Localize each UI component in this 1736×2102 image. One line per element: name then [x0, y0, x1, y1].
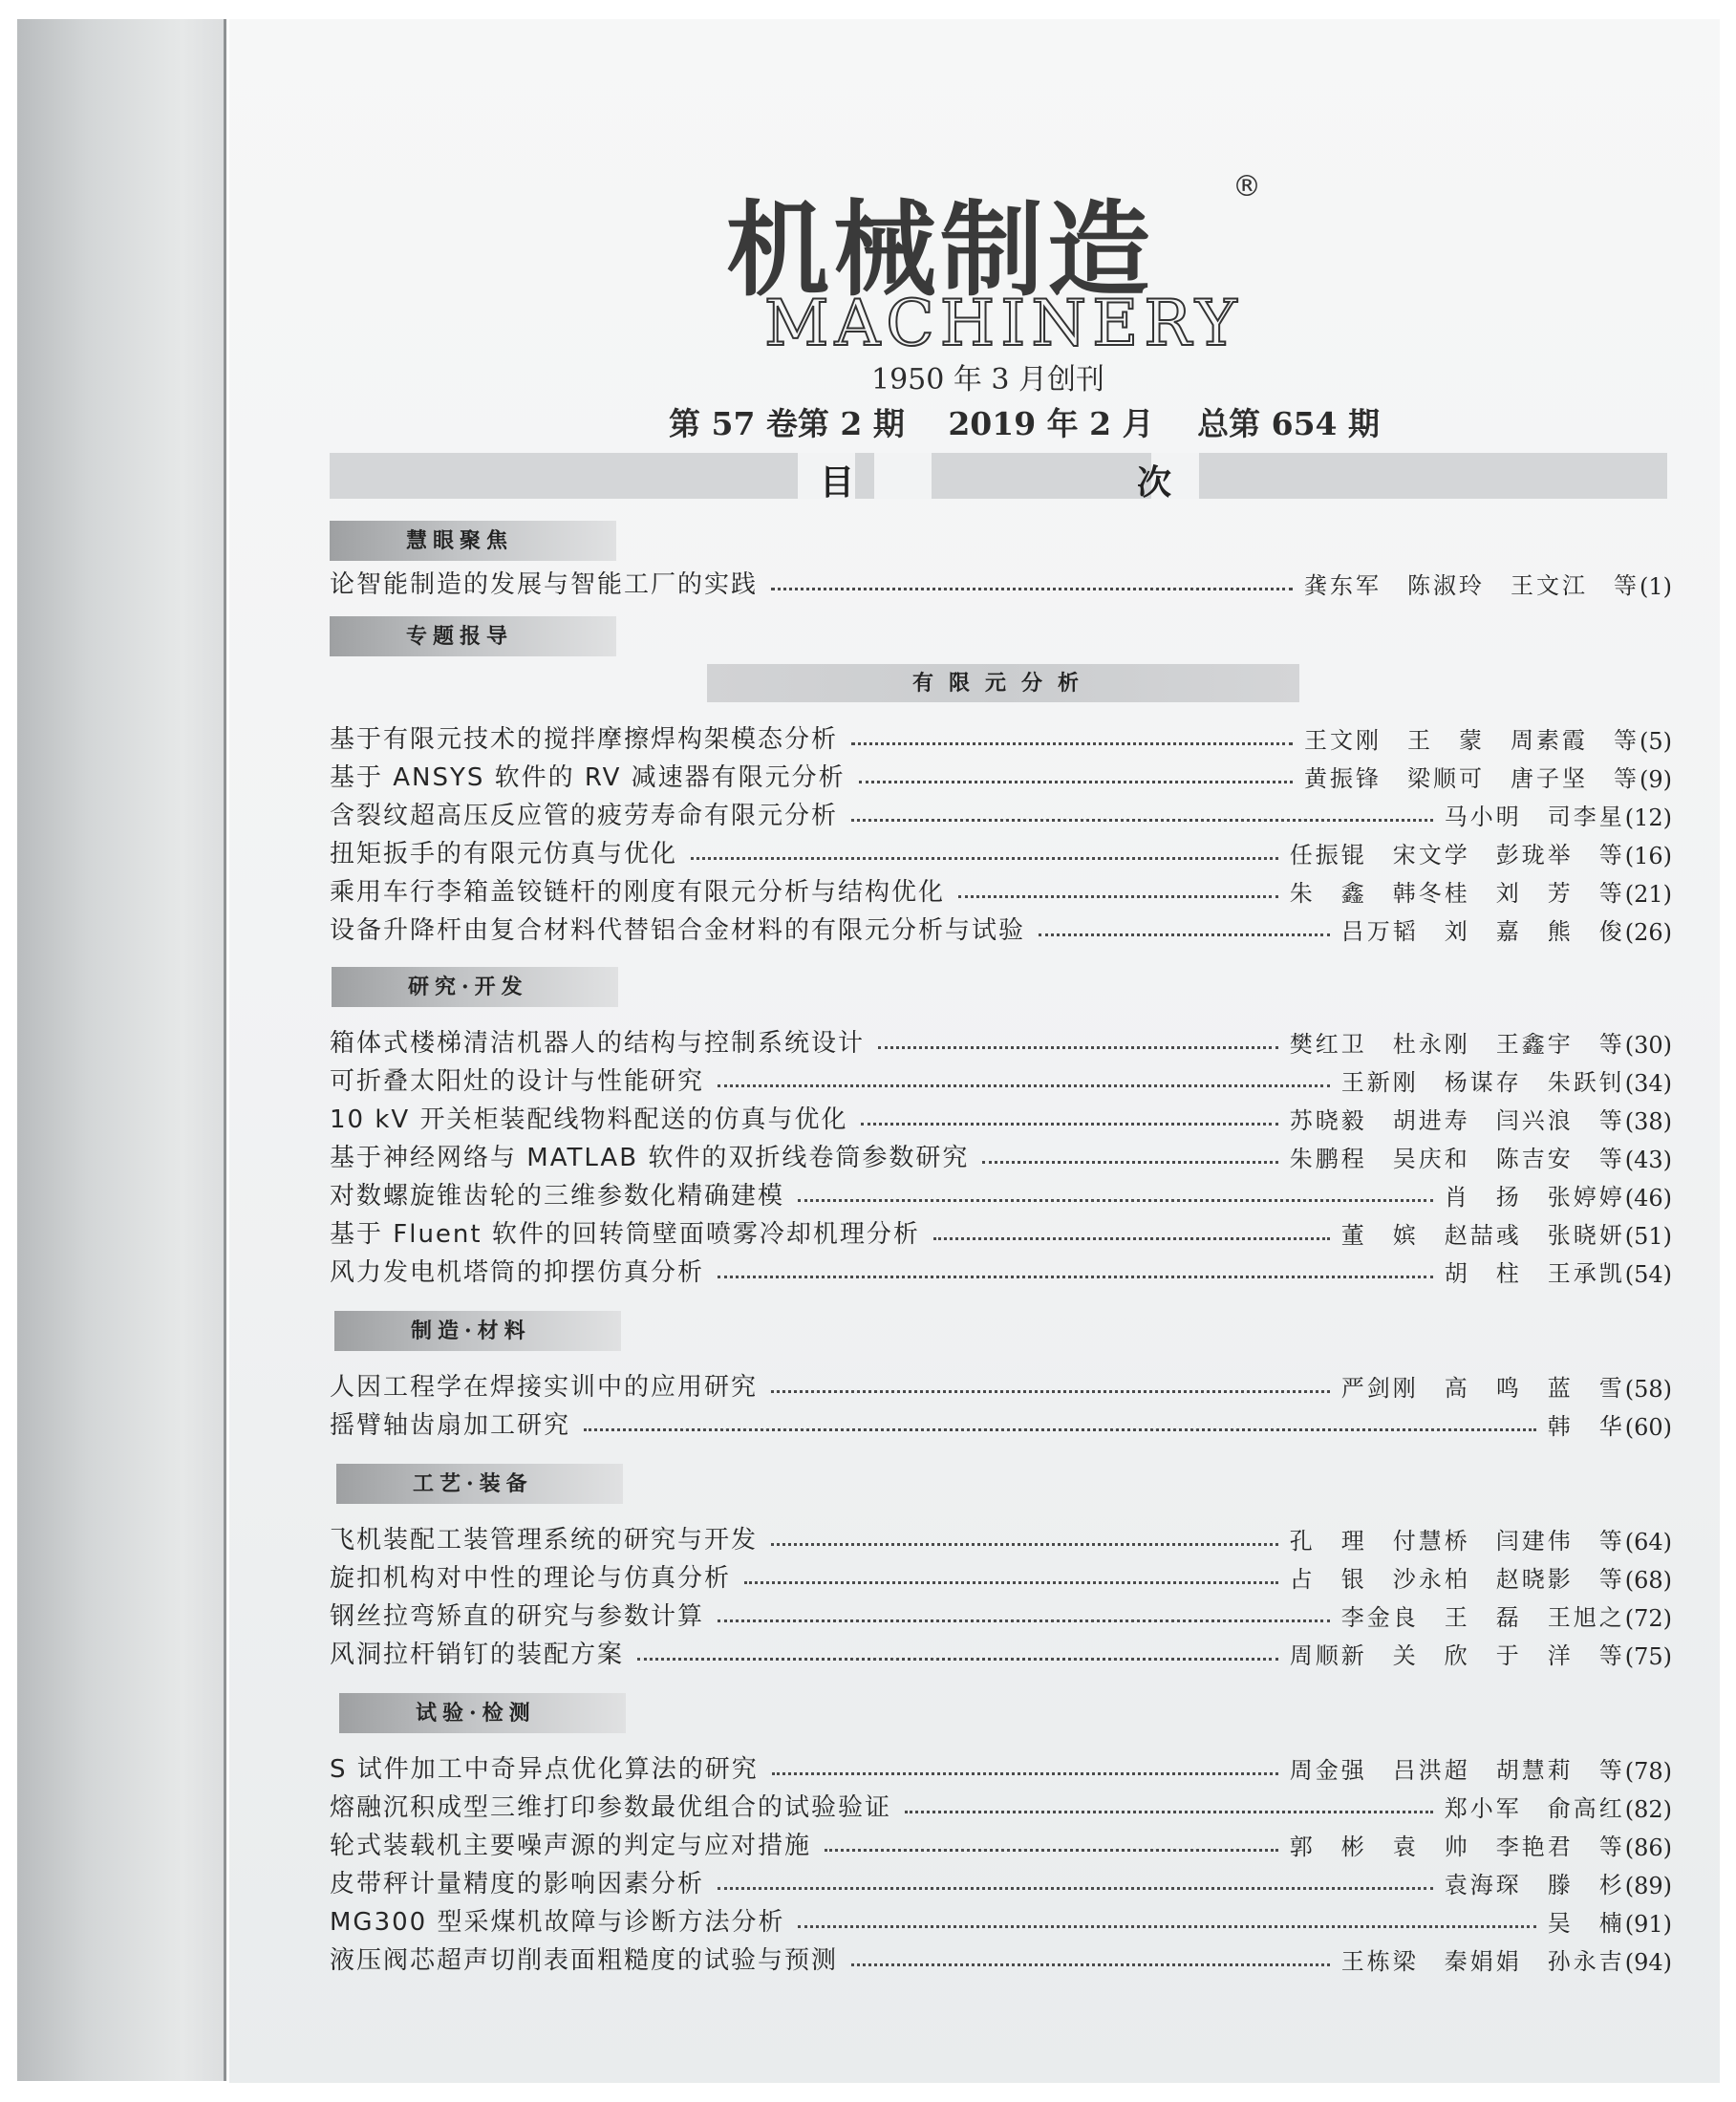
article-authors: 李金良 王 磊 王旭之 [1340, 1604, 1625, 1631]
toc-entry[interactable] [330, 1135, 1672, 1173]
article-authors: 王文刚 王 蒙 周素霞 等 [1304, 727, 1640, 754]
article-authors: 周金强 吕洪超 胡慧莉 等 [1289, 1757, 1625, 1784]
article-authors: 郑小军 俞高红 [1444, 1795, 1625, 1822]
article-authors: 孔 理 付慧桥 闫建伟 等 [1289, 1528, 1625, 1555]
article-title: 液压阀芯超声切削表面粗糙度的试验与预测 [330, 1946, 839, 1975]
founded-date: 1950 年 3 月创刊 [871, 363, 1105, 397]
article-title: 论智能制造的发展与智能工厂的实践 [330, 570, 759, 599]
toc-entry[interactable] [330, 1020, 1672, 1059]
leader-dots [718, 1084, 1330, 1087]
subtopic-label: 有限元分析 [707, 664, 1299, 702]
article-title: 飞机装配工装管理系统的研究与开发 [330, 1526, 759, 1555]
leader-dots [718, 1887, 1433, 1890]
article-authors: 任振锟 宋文学 彭珑举 等 [1289, 842, 1625, 869]
leader-dots [771, 1390, 1330, 1393]
leader-dots [851, 819, 1433, 822]
page-number: (38) [1624, 1108, 1672, 1135]
article-title: 风力发电机塔筒的抑摆仿真分析 [330, 1258, 705, 1287]
page-number: (12) [1624, 804, 1672, 831]
article-authors: 肖 扬 张婷婷 [1444, 1184, 1625, 1211]
page-number: (75) [1624, 1643, 1672, 1670]
toc-entry[interactable] [330, 1938, 1672, 1976]
journal-title-en: MACHINERY [764, 287, 1243, 360]
article-title: 风洞拉杆销钉的装配方案 [330, 1641, 625, 1669]
toc-entry[interactable] [330, 1517, 1672, 1555]
leader-dots [718, 1619, 1330, 1622]
article-authors: 袁海琛 滕 杉 [1444, 1872, 1625, 1898]
leader-dots [772, 1772, 1278, 1775]
journal-title-cn: 机械制造 [726, 191, 1155, 311]
page-number: (34) [1624, 1070, 1672, 1097]
leader-dots [982, 1161, 1277, 1164]
article-authors: 王栋梁 秦娟娟 孙永吉 [1340, 1948, 1625, 1975]
article-title: S 试件加工中奇异点优化算法的研究 [330, 1755, 759, 1784]
page-number: (89) [1624, 1873, 1672, 1899]
section-label: 研究·开发 [332, 967, 618, 1007]
leader-dots [905, 1811, 1433, 1813]
toc-entry[interactable] [330, 1364, 1672, 1403]
total-issue: 总第 654 期 [1197, 405, 1380, 442]
article-authors: 苏晓毅 胡进寿 闫兴浪 等 [1289, 1107, 1625, 1134]
article-title: 基于神经网络与 MATLAB 软件的双折线卷筒参数研究 [330, 1144, 970, 1172]
article-title: 箱体式楼梯清洁机器人的结构与控制系统设计 [330, 1029, 866, 1058]
page-number: (72) [1624, 1605, 1672, 1632]
toc-entry[interactable] [330, 869, 1672, 908]
toc-entry[interactable] [330, 1594, 1672, 1632]
article-authors: 龚东军 陈淑玲 王文江 等 [1304, 572, 1640, 599]
article-authors: 樊红卫 杜永刚 王鑫宇 等 [1289, 1031, 1625, 1058]
article-title: 基于 ANSYS 软件的 RV 减速器有限元分析 [330, 763, 846, 792]
page-number: (68) [1624, 1567, 1672, 1594]
article-authors: 朱鹏程 吴庆和 陈吉安 等 [1289, 1146, 1625, 1172]
section-label: 专题报导 [330, 616, 616, 656]
article-title: 含裂纹超高压反应管的疲劳寿命有限元分析 [330, 802, 839, 830]
contents-header-bar [330, 453, 1667, 499]
toc-entry[interactable] [330, 1747, 1672, 1785]
leader-dots [851, 742, 1293, 745]
toc-entry[interactable] [330, 793, 1672, 831]
toc-entry[interactable] [330, 1899, 1672, 1938]
leader-dots [798, 1199, 1433, 1202]
page-number: (78) [1624, 1758, 1672, 1785]
contents-heading-ci: 次 [1137, 463, 1172, 503]
article-title: 钢丝拉弯矫直的研究与参数计算 [330, 1602, 705, 1631]
leader-dots [637, 1658, 1278, 1661]
article-authors: 严剑刚 高 鸣 蓝 雪 [1340, 1375, 1625, 1402]
toc-entry[interactable] [330, 1555, 1672, 1594]
page-number: (60) [1624, 1414, 1672, 1441]
leader-dots [1039, 933, 1330, 936]
leader-dots [798, 1925, 1535, 1928]
page-number: (26) [1624, 919, 1672, 946]
article-title: 10 kV 开关柜装配线物料配送的仿真与优化 [330, 1105, 848, 1134]
toc-entry[interactable] [330, 1097, 1672, 1135]
article-title: 人因工程学在焊接实训中的应用研究 [330, 1373, 759, 1402]
page-number: (94) [1624, 1949, 1672, 1976]
toc-entry[interactable] [330, 1823, 1672, 1861]
article-authors: 占 银 沙永柏 赵晓影 等 [1289, 1566, 1625, 1593]
article-title: 基于 Fluent 软件的回转筒壁面喷雾冷却机理分析 [330, 1220, 920, 1249]
article-title: 摇臂轴齿扇加工研究 [330, 1411, 571, 1440]
leader-dots [771, 1543, 1278, 1546]
article-authors: 朱 鑫 韩冬桂 刘 芳 等 [1289, 880, 1625, 907]
page-number: (30) [1624, 1032, 1672, 1059]
page-number: (82) [1624, 1796, 1672, 1823]
article-title: 基于有限元技术的搅拌摩擦焊构架模态分析 [330, 725, 839, 754]
page-number: (5) [1640, 728, 1672, 755]
article-authors: 马小明 司李星 [1444, 804, 1625, 830]
page-number: (9) [1640, 766, 1672, 793]
article-title: 旋扣机构对中性的理论与仿真分析 [330, 1564, 732, 1593]
page-number: (51) [1624, 1223, 1672, 1250]
article-authors: 郭 彬 袁 帅 李艳君 等 [1289, 1834, 1625, 1860]
toc-entry[interactable] [330, 1173, 1672, 1212]
contents-heading-mu: 目 [820, 463, 855, 503]
leader-dots [584, 1428, 1536, 1431]
page-number: (46) [1624, 1185, 1672, 1212]
leader-dots [851, 1963, 1330, 1966]
toc-entry[interactable] [330, 1059, 1672, 1097]
article-authors: 韩 华 [1547, 1413, 1625, 1440]
registered-mark: ® [1232, 170, 1261, 204]
section-label: 试验·检测 [339, 1693, 626, 1733]
toc-entry[interactable] [330, 1403, 1672, 1441]
toc-entry[interactable] [330, 1250, 1672, 1288]
page-number: (1) [1640, 573, 1672, 600]
leader-dots [958, 895, 1278, 898]
article-authors: 黄振锋 梁顺可 唐子坚 等 [1304, 765, 1640, 792]
article-authors: 吕万韬 刘 嘉 熊 俊 [1340, 918, 1625, 945]
article-title: 扭矩扳手的有限元仿真与优化 [330, 840, 678, 869]
leader-dots [859, 781, 1293, 783]
volume-issue: 第 57 卷第 2 期 [669, 405, 905, 442]
toc-entry[interactable] [330, 1861, 1672, 1899]
leader-dots [878, 1046, 1278, 1049]
leader-dots [718, 1276, 1433, 1278]
article-title: 轮式装载机主要噪声源的判定与应对措施 [330, 1832, 812, 1860]
leader-dots [825, 1849, 1278, 1852]
leader-dots [933, 1237, 1330, 1240]
article-authors: 董 嫔 赵喆彧 张晓妍 [1340, 1222, 1625, 1249]
toc-entry[interactable] [330, 562, 1672, 600]
page-number: (58) [1624, 1376, 1672, 1403]
page-number: (43) [1624, 1147, 1672, 1173]
article-authors: 吴 楠 [1547, 1910, 1625, 1937]
section-label: 制造·材料 [334, 1311, 621, 1351]
leader-dots [771, 588, 1293, 590]
toc-entry[interactable] [330, 908, 1672, 946]
page-number: (54) [1624, 1261, 1672, 1288]
section-label: 工艺·装备 [336, 1464, 623, 1504]
article-title: 设备升降杆由复合材料代替铝合金材料的有限元分析与试验 [330, 916, 1026, 945]
article-authors: 周顺新 关 欣 于 洋 等 [1289, 1642, 1625, 1669]
article-title: 可折叠太阳灶的设计与性能研究 [330, 1067, 705, 1096]
page-number: (21) [1624, 881, 1672, 908]
issue-date: 2019 年 2 月 [948, 405, 1154, 442]
article-title: 熔融沉积成型三维打印参数最优组合的试验验证 [330, 1793, 892, 1822]
page-number: (64) [1624, 1529, 1672, 1555]
toc-entry[interactable] [330, 831, 1672, 869]
article-authors: 胡 柱 王承凯 [1444, 1260, 1625, 1287]
toc-entry[interactable] [330, 1785, 1672, 1823]
toc-entry[interactable] [330, 1212, 1672, 1250]
article-title: 皮带秤计量精度的影响因素分析 [330, 1870, 705, 1898]
leader-dots [861, 1123, 1277, 1126]
toc-entry[interactable] [330, 755, 1672, 793]
page-number: (16) [1624, 843, 1672, 869]
section-label: 慧眼聚焦 [330, 521, 616, 561]
issue-info [669, 399, 1412, 444]
binding-spine [17, 19, 226, 2081]
article-authors: 王新刚 杨谋存 朱跃钊 [1340, 1069, 1625, 1096]
article-title: MG300 型采煤机故障与诊断方法分析 [330, 1908, 785, 1937]
article-title: 乘用车行李箱盖铰链杆的刚度有限元分析与结构优化 [330, 878, 946, 907]
toc-entry[interactable] [330, 717, 1672, 755]
page-number: (86) [1624, 1834, 1672, 1861]
leader-dots [691, 857, 1278, 860]
toc-entry[interactable] [330, 1632, 1672, 1670]
leader-dots [744, 1581, 1278, 1584]
article-title: 对数螺旋锥齿轮的三维参数化精确建模 [330, 1182, 785, 1211]
page-number: (91) [1624, 1911, 1672, 1938]
